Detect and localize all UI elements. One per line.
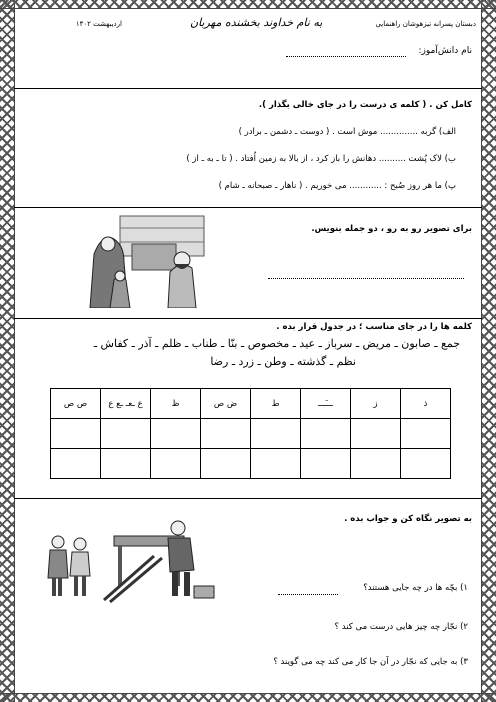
answer-cell[interactable] [251, 449, 301, 479]
page-title: به نام خداوند بخشنده مهربان [190, 16, 323, 29]
family-shopping-illustration [80, 214, 206, 308]
left-border-pattern [0, 0, 15, 702]
sorting-table [50, 388, 451, 479]
fill-blank-item-b: ب) لاک پُشت .......... دهانش را باز کرد ، از بالا به زمین اُفتاد . ( تا ـ به ـ از ) [186, 154, 456, 164]
answer-cell[interactable] [101, 449, 151, 479]
section2-instruction: برای تصویر رو به رو ، دو جمله بنویس. [311, 224, 472, 234]
answer-cell[interactable] [201, 449, 251, 479]
table-header-cell: ض ص [201, 389, 251, 419]
answer-cell[interactable] [201, 419, 251, 449]
answer-cell[interactable] [301, 419, 351, 449]
student-name-line[interactable] [286, 56, 406, 57]
answer-cell[interactable] [151, 449, 201, 479]
word-list-line-1: جمع ـ صابون ـ مریض ـ سرباز ـ عید ـ مخصوص ـ بنّا ـ طناب ـ ظلم ـ آذر ـ کفاش ـ [93, 337, 460, 350]
table-header-row [51, 389, 451, 419]
answer-cell[interactable] [401, 419, 451, 449]
divider-3 [14, 318, 482, 319]
section1-instruction: کامل کن . ( کلمه ی درست را در جای خالی بگذار ). [258, 100, 472, 110]
right-border-pattern [481, 0, 496, 702]
answer-cell[interactable] [101, 419, 151, 449]
question-3: ۳) به جایی که نجّار در آن جا کار می کند چه می گویند ؟ [273, 657, 468, 667]
answer-cell[interactable] [301, 449, 351, 479]
divider-1 [14, 88, 482, 89]
fill-blank-item-c: پ) ما هر روز صُبح : ............ می خوریم . ( ناهار ـ صبحانه ـ شام ) [218, 181, 456, 191]
answer-cell[interactable] [51, 449, 101, 479]
section4-instruction: به تصویر نگاه کن و جواب بده . [344, 514, 472, 524]
table-row [51, 419, 451, 449]
answer-cell[interactable] [51, 419, 101, 449]
school-name: دبستان پسرانه تیزهوشان راهنمایی [375, 20, 476, 28]
table-header-cell: ز [351, 389, 401, 419]
divider-2 [14, 207, 482, 208]
student-name-label: نام دانش‌آموز: [418, 46, 472, 56]
answer-cell[interactable] [351, 419, 401, 449]
question-1-answer-line[interactable] [278, 594, 338, 595]
answer-cell[interactable] [351, 449, 401, 479]
word-list-line-2: نظم ـ گذشته ـ وطن ـ زرد ـ رضا [210, 355, 356, 368]
answer-cell[interactable] [151, 419, 201, 449]
carpenter-workshop-illustration [44, 516, 220, 604]
table-header-cell: ظ [151, 389, 201, 419]
table-row [51, 449, 451, 479]
answer-cell[interactable] [401, 449, 451, 479]
bottom-border-pattern [0, 693, 496, 702]
fill-blank-item-a: الف) گربه .............. موش است . ( دوست ـ دشمن ـ برادر ) [238, 127, 456, 137]
sentence-answer-line[interactable] [268, 278, 464, 279]
section3-instruction: کلمه ها را در جای مناسب ؛ در جدول قرار بده . [276, 322, 472, 332]
table-header-cell: ص ص [51, 389, 101, 419]
table-header-cell: ط [251, 389, 301, 419]
divider-4 [14, 498, 482, 499]
table-header-cell: ذ [401, 389, 451, 419]
top-border-pattern [0, 0, 496, 9]
exam-date: اردیبهشت ۱۴۰۲ [75, 20, 122, 28]
table-header-cell: ـــَـــ [301, 389, 351, 419]
table-header-cell: ع ـعـ ـع ع [101, 389, 151, 419]
question-2: ۲) نجّار چه چیز هایی درست می کند ؟ [334, 622, 468, 632]
answer-cell[interactable] [251, 419, 301, 449]
question-1: ۱) بچّه ها در چه جایی هستند؟ [363, 583, 468, 593]
